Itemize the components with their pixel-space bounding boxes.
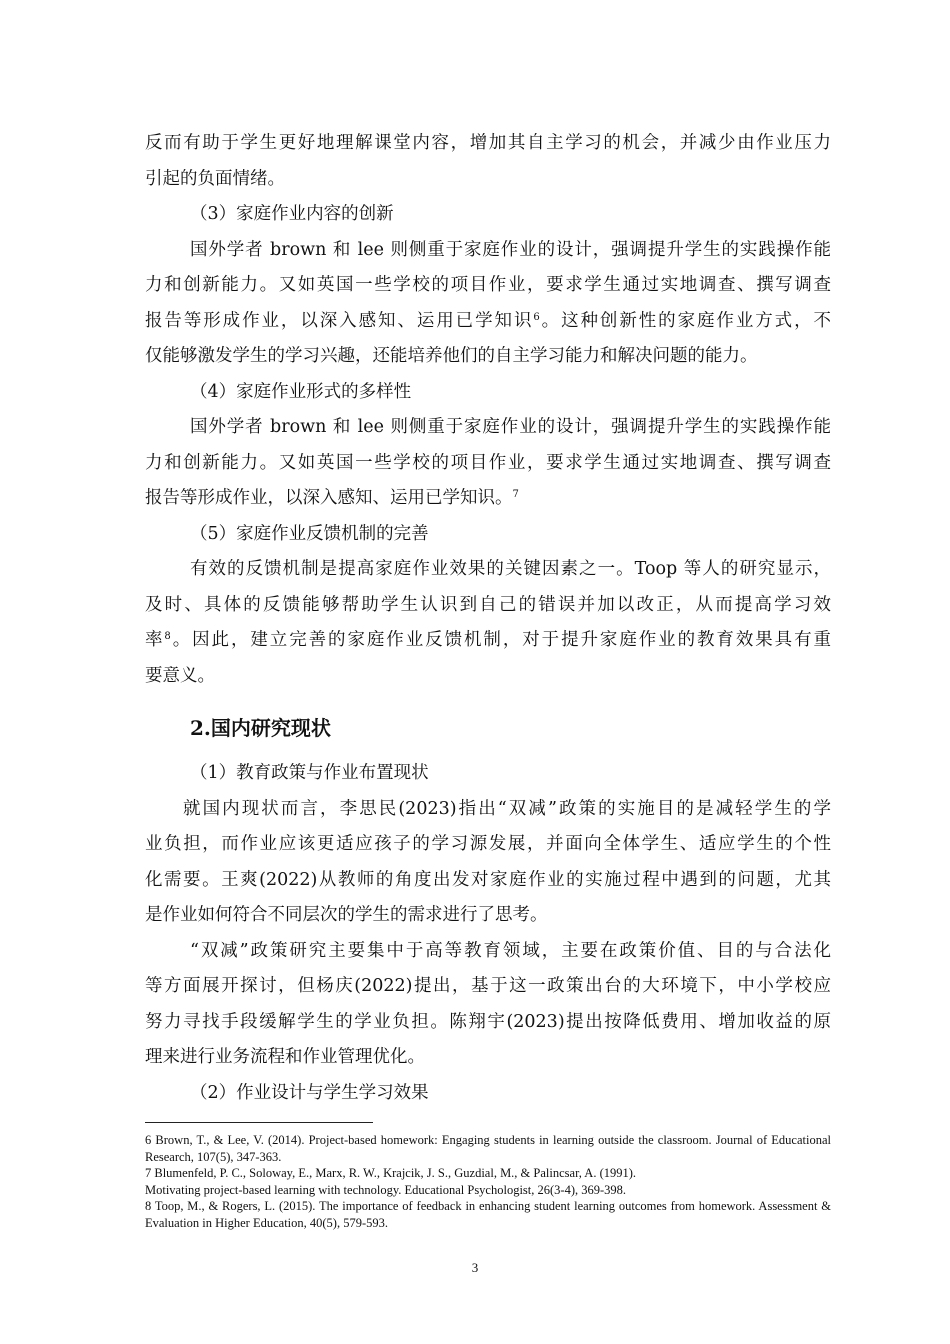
paragraph-line: 等方面展开探讨，但杨庆(2022)提出，基于这一政策出台的大环境下，中小学校应 xyxy=(145,976,831,996)
footnote-8: 8 Toop, M., & Rogers, L. (2015). The importance of feedback in enhancing student learning outcomes from homework. Assessment & Evaluation in Higher Education, 40(5), 579-593. xyxy=(145,1199,831,1230)
paragraph-line: 有效的反馈机制是提高家庭作业效果的关键因素之一。Toop 等人的研究显示， xyxy=(190,559,831,579)
subheading-policy-status: （1）教育政策与作业布置现状 xyxy=(190,763,429,783)
paragraph-text: 报告等形成作业，以深入感知、运用已学知识 xyxy=(145,310,534,331)
paragraph-line: 要意义。 xyxy=(145,665,215,686)
paragraph-line xyxy=(145,623,831,659)
footnote-7-continued: Motivating project-based learning with technology. Educational Psychologist, 26(3-4), 369-398. xyxy=(145,1182,627,1197)
paragraph-line: 国外学者 brown 和 lee 则侧重于家庭作业的设计，强调提升学生的实践操作能 xyxy=(190,417,831,437)
paragraph-line: 力和创新能力。又如英国一些学校的项目作业，要求学生通过实地调查、撰写调查 xyxy=(145,275,831,295)
paragraph-text: 报告等形成作业，以深入感知、运用已学知识。 xyxy=(145,488,513,508)
footnote-7: 7 Blumenfeld, P. C., Soloway, E., Marx, R. W., Krajcik, J. S., Guzdial, M., & Palincsar, A. (1991). xyxy=(145,1166,637,1180)
paragraph-line xyxy=(145,481,831,517)
paragraph-line: 是作业如何符合不同层次的学生的需求进行了思考。 xyxy=(145,905,548,925)
paragraph-line: 就国内现状而言，李思民(2023)指出“双减”政策的实施目的是减轻学生的学 xyxy=(183,798,831,819)
paragraph-line: 及时、具体的反馈能够帮助学生认识到自己的错误并加以改正，从而提高学习效 xyxy=(145,594,831,615)
subheading-homework-design: （2）作业设计与学生学习效果 xyxy=(190,1082,429,1103)
footnote-6: 6 Brown, T., & Lee, V. (2014). Project-based homework: Engaging students in learning outside the classroom. Journal of Educational Research, 107(5), 347-363. xyxy=(145,1133,831,1164)
section-heading: 2.国内研究现状 xyxy=(190,716,331,740)
footnote-ref-7[interactable]: 7 xyxy=(512,489,519,500)
footnote-ref-8[interactable]: 8 xyxy=(164,631,171,642)
paragraph-line: “双减”政策研究主要集中于高等教育领域，主要在政策价值、目的与合法化 xyxy=(190,940,831,961)
page-number: 3 xyxy=(471,1260,479,1275)
footnotes xyxy=(145,1132,831,1231)
subheading-homework-form-diversity: （4）家庭作业形式的多样性 xyxy=(190,381,412,402)
subheading-feedback-mechanism: （5）家庭作业反馈机制的完善 xyxy=(190,523,429,544)
paragraph-line: 引起的负面情绪。 xyxy=(145,168,285,189)
body-text xyxy=(145,126,831,1111)
paragraph-line: 力和创新能力。又如英国一些学校的项目作业，要求学生通过实地调查、撰写调查 xyxy=(145,452,831,473)
footnote-divider xyxy=(145,1122,373,1123)
paragraph-line xyxy=(145,304,831,340)
paragraph-line: 国外学者 brown 和 lee 则侧重于家庭作业的设计，强调提升学生的实践操作能 xyxy=(190,239,831,260)
footnote-ref-6[interactable]: 6 xyxy=(533,311,540,323)
paragraph-line: 反而有助于学生更好地理解课堂内容，增加其自主学习的机会，并减少由作业压力 xyxy=(145,133,831,153)
paragraph-text: 率 xyxy=(145,630,165,650)
subheading-homework-content-innovation: （3）家庭作业内容的创新 xyxy=(190,204,394,224)
paragraph-line: 仅能够激发学生的学习兴趣，还能培养他们的自主学习能力和解决问题的能力。 xyxy=(145,346,758,366)
paragraph-text: 。这种创新性的家庭作业方式，不 xyxy=(539,310,832,331)
paragraph-line: 努力寻找手段缓解学生的学业负担。陈翔宇(2023)提出按降低费用、增加收益的原 xyxy=(145,1011,831,1032)
paragraph-line: 化需要。王爽(2022)从教师的角度出发对家庭作业的实施过程中遇到的问题，尤其 xyxy=(145,869,831,890)
paragraph-text: 。因此，建立完善的家庭作业反馈机制，对于提升家庭作业的教育效果具有重 xyxy=(170,630,832,650)
paragraph-line: 理来进行业务流程和作业管理优化。 xyxy=(145,1047,425,1067)
paragraph-line: 业负担，而作业应该更适应孩子的学习源发展，并面向全体学生、适应学生的个性 xyxy=(145,834,831,854)
